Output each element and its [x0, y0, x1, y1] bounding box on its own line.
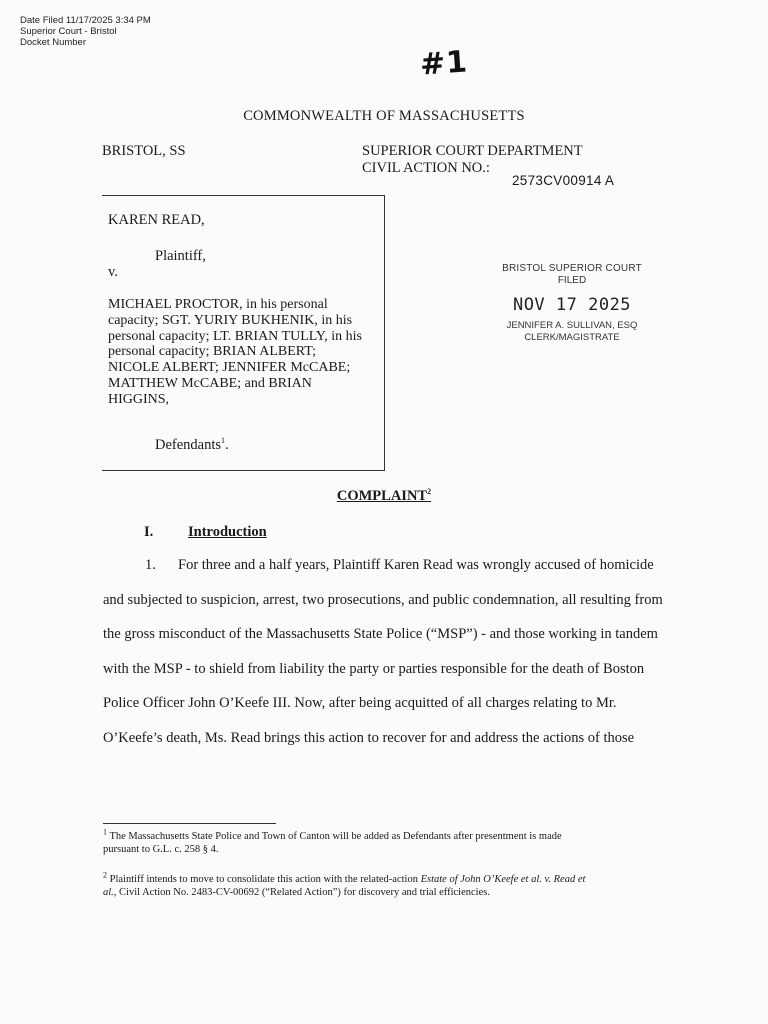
footnote-1-text-cont: pursuant to G.L. c. 258 § 4.	[103, 844, 219, 855]
footnote-ref-1: 1	[221, 436, 226, 446]
section-title: Introduction	[188, 524, 267, 540]
defendant-line: personal capacity; LT. BRIAN TULLY, in his	[108, 328, 362, 344]
footnote-2-marker: 2	[103, 870, 107, 880]
defendants-role: Defendants$^1$.	[155, 436, 229, 453]
defendant-line: HIGGINS,	[108, 391, 170, 407]
plaintiff-name: KAREN READ,	[108, 212, 205, 228]
defendant-line: personal capacity; BRIAN ALBERT;	[108, 344, 316, 360]
footnote-2-text-cont: , Civil Action No. 2483-CV-00692 (“Related Action”) for discovery and trial efficiencies.	[113, 887, 490, 898]
stamp-date: NOV 17 2025	[512, 295, 632, 315]
footnote-divider	[103, 823, 276, 824]
defendant-line: MICHAEL PROCTOR, in his personal	[108, 297, 328, 312]
footnote-2-text: Plaintiff intends to move to consolidate this action with the related-action	[109, 874, 421, 885]
filing-date: Date Filed 11/17/2025 3:34 PM	[20, 15, 151, 26]
footnote-ref-2: 2	[427, 487, 432, 497]
complaint-title-text: COMPLAINT	[336, 488, 428, 504]
commonwealth-heading: COMMONWEALTH OF MASSACHUSETTS	[243, 108, 525, 124]
paragraph-line: the gross misconduct of the Massachusetts State Police (“MSP”) - and those working in tandem	[103, 626, 658, 642]
paragraph-line-text: For three and a half years, Plaintiff Karen Read was wrongly accused of homicide	[178, 557, 654, 573]
paragraph-1	[103, 557, 663, 764]
versus-label: v.	[108, 264, 118, 280]
filing-stamp	[20, 15, 151, 48]
footnote-1-text: The Massachusetts State Police and Town of Canton will be added as Defendants after presentment is made	[109, 831, 562, 842]
stamp-court-name: BRISTOL SUPERIOR COURT	[502, 263, 642, 274]
paragraph-line: O’Keefe’s death, Ms. Read brings this action to recover for and address the actions of those	[103, 729, 635, 746]
paragraph-line: with the MSP - to shield from liability the party or parties responsible for the death of Boston	[103, 660, 645, 677]
footnote-1-marker: 1	[103, 827, 107, 837]
footnote-1	[103, 827, 663, 856]
footnote-2-case-name-cont: al.	[103, 887, 114, 898]
department-label: SUPERIOR COURT DEPARTMENT	[362, 143, 583, 159]
complaint-title	[0, 488, 768, 505]
paragraph-line: and subjected to suspicion, arrest, two prosecutions, and public condemnation, all resulting from	[103, 591, 663, 608]
civil-action-label: CIVIL ACTION NO.:	[362, 160, 490, 176]
defendants-list	[108, 297, 388, 408]
county-label: BRISTOL, SS	[102, 143, 186, 159]
section-number: I.	[144, 524, 154, 540]
stamp-clerk-title: CLERK/MAGISTRATE	[524, 331, 620, 343]
footnote-2	[103, 870, 663, 899]
defendant-line: MATTHEW McCABE; and BRIAN	[108, 375, 312, 391]
paragraph-number: 1.	[145, 557, 156, 573]
docket-number: 2573CV00914 A	[512, 173, 615, 188]
stamp-filed-label: FILED	[557, 275, 587, 286]
filing-court: Superior Court - Bristol	[20, 26, 117, 37]
footnote-2-case-name: Estate of John O’Keefe et al. v. Read et	[420, 874, 586, 885]
handwritten-number-mark: #1	[418, 44, 470, 83]
defendants-role-label: Defendants	[155, 437, 222, 453]
stamp-clerk-name: JENNIFER A. SULLIVAN, ESQ	[506, 320, 638, 331]
court-filed-stamp	[498, 263, 646, 343]
defendant-line: NICOLE ALBERT; JENNIFER McCABE;	[108, 360, 351, 376]
paragraph-line	[103, 557, 663, 592]
court-department	[362, 143, 583, 177]
filing-docket-label: Docket Number	[20, 37, 86, 48]
defendant-line: capacity; SGT. YURIY BUKHENIK, in his	[108, 312, 353, 328]
plaintiff-role: Plaintiff,	[155, 248, 206, 264]
paragraph-line: Police Officer John O’Keefe III. Now, after being acquitted of all charges relating to Mr.	[103, 695, 617, 711]
